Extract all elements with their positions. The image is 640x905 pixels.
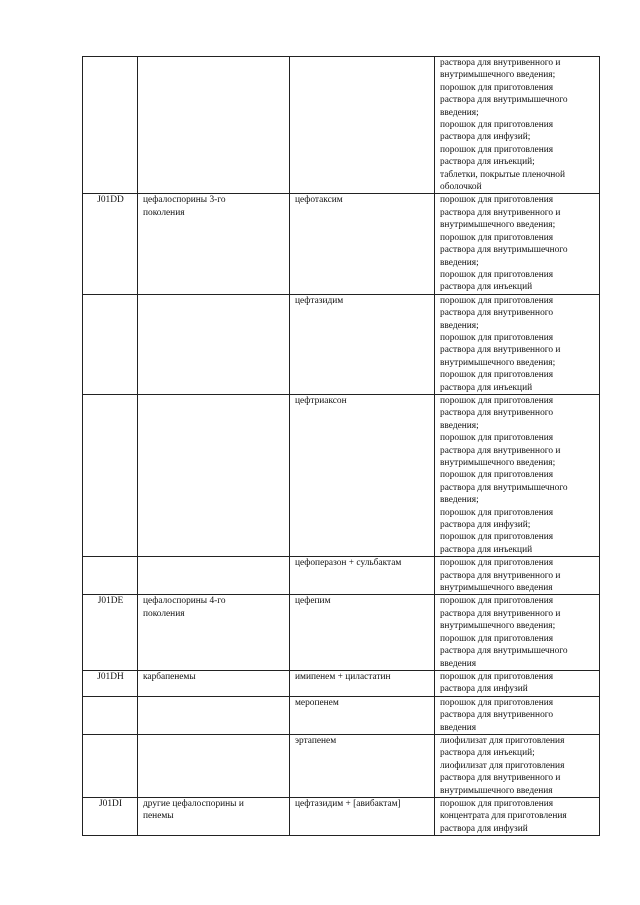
dosage-form-line: порошок для приготовления [440,433,554,444]
dosage-form-line: раствора для внутривенного и [440,608,561,619]
dosage-form-line: введения; [440,257,479,268]
dosage-form-line: раствора для внутримышечного [440,482,568,493]
table-row [83,797,600,835]
group-line: цефалоспорины 4-го [143,596,226,607]
group-line: поколения [143,207,185,218]
dosage-form-line: введения; [440,107,479,118]
dosage-form-line: порошок для приготовления [440,195,554,206]
dosage-form-line: таблетки, покрытые пленочной [440,169,566,180]
pharmacological-group-cell [138,57,290,194]
drug-name-cell: цефотаксим [290,194,435,294]
dosage-form-line: внутримышечного введения [440,583,553,594]
dosage-forms-cell [435,57,600,194]
dosage-forms-cell [435,394,600,556]
dosage-form-line: порошок для приготовления [440,671,554,682]
dosage-form-line: раствора для инфузий [440,684,528,695]
dosage-forms-cell [435,696,600,734]
dosage-forms-cell [435,557,600,595]
dosage-form-line: раствора для внутримышечного [440,646,568,657]
dosage-forms-cell [435,734,600,797]
drug-name-cell: цефтазидим + [авибактам] [290,797,435,835]
dosage-forms-cell [435,670,600,696]
dosage-forms-cell [435,294,600,394]
atc-code-cell [83,394,138,556]
atc-code-cell [83,57,138,194]
drug-name-cell: цефоперазон + сульбактам [290,557,435,595]
drug-name-cell: цефтриаксон [290,394,435,556]
pharmacological-group-cell [138,734,290,797]
group-line: карбапенемы [143,671,196,682]
atc-code-cell: J01DH [83,670,138,696]
table-row [83,557,600,595]
pharmacological-group-cell [138,797,290,835]
atc-code-cell [83,696,138,734]
drug-name-cell: меропенем [290,696,435,734]
dosage-form-line: порошок для приготовления [440,144,554,155]
table-row [83,670,600,696]
pharmacological-group-cell [138,696,290,734]
dosage-form-line: порошок для приготовления [440,532,554,543]
drug-name-cell: цефтазидим [290,294,435,394]
dosage-form-line: раствора для инъекций [440,282,533,293]
drug-table [82,56,600,836]
dosage-form-line: раствора для инъекций [440,544,533,555]
dosage-form-line: порошок для приготовления [440,232,554,243]
drug-table-body [83,57,600,836]
dosage-form-line: раствора для внутривенного и [440,207,561,218]
dosage-form-line: порошок для приготовления [440,395,554,406]
atc-code-cell [83,557,138,595]
dosage-form-line: введения; [440,495,479,506]
dosage-form-line: внутримышечного введения; [440,357,556,368]
group-line: другие цефалоспорины и [143,798,244,809]
pharmacological-group-cell [138,557,290,595]
dosage-form-line: порошок для приготовления [440,798,554,809]
dosage-form-line: внутримышечного введения; [440,458,556,468]
drug-name-cell: имипенем + циластатин [290,670,435,696]
dosage-form-line: порошок для приготовления [440,697,554,708]
dosage-form-line: раствора для инъекций; [440,748,535,759]
table-row [83,696,600,734]
dosage-form-line: лиофилизат для приготовления [440,735,565,746]
dosage-forms-cell [435,595,600,670]
pharmacological-group-cell [138,394,290,556]
dosage-form-line: раствора для внутримышечного [440,245,568,256]
dosage-form-line: внутримышечного введения; [440,70,556,81]
dosage-form-line: порошок для приготовления [440,295,554,306]
dosage-form-line: раствора для инфузий; [440,132,531,143]
dosage-form-line: порошок для приготовления [440,332,554,343]
pharmacological-group-cell [138,294,290,394]
dosage-form-line: введения [440,658,477,669]
table-row [83,394,600,556]
dosage-form-line: раствора для внутривенного и [440,570,561,581]
table-row [83,734,600,797]
dosage-form-line: раствора для внутривенного [440,710,554,721]
pharmacological-group-cell [138,194,290,294]
dosage-form-line: порошок для приготовления [440,269,554,280]
dosage-form-line: введения; [440,420,479,431]
table-row [83,294,600,394]
atc-code-cell [83,734,138,797]
dosage-forms-cell [435,797,600,835]
dosage-form-line: раствора для инфузий; [440,520,531,531]
dosage-form-line: раствора для внутривенного и [440,445,561,456]
dosage-form-line: порошок для приготовления [440,507,554,518]
dosage-form-line: раствора для внутривенного и [440,58,561,68]
dosage-form-line: порошок для приготовления [440,558,554,569]
dosage-form-line: раствора для внутривенного и [440,345,561,356]
drug-name-cell: эртапенем [290,734,435,797]
dosage-form-line: внутримышечного введения; [440,621,556,632]
dosage-form-line: внутримышечного введения [440,785,553,796]
group-line: цефалоспорины 3-го [143,195,226,206]
dosage-form-line: раствора для внутривенного и [440,773,561,784]
dosage-form-line: раствора для инъекций [440,382,533,393]
dosage-form-line: концентрата для приготовления [440,811,567,822]
dosage-form-line: раствора для инъекций; [440,157,535,168]
group-line: поколения [143,608,185,619]
dosage-form-line: порошок для приготовления [440,470,554,481]
atc-code-cell: J01DE [83,595,138,670]
dosage-form-line: раствора для инфузий [440,823,528,834]
dosage-form-line: оболочкой [440,182,482,193]
drug-name-cell: цефепим [290,595,435,670]
table-row [83,194,600,294]
dosage-form-line: порошок для приготовления [440,633,554,644]
dosage-form-line: раствора для внутривенного [440,308,554,319]
dosage-form-line: порошок для приготовления [440,370,554,381]
dosage-form-line: внутримышечного введения; [440,220,556,231]
drug-name-cell [290,57,435,194]
dosage-form-line: лиофилизат для приготовления [440,760,565,771]
dosage-forms-cell [435,194,600,294]
atc-code-cell: J01DI [83,797,138,835]
pharmacological-group-cell [138,670,290,696]
atc-code-cell [83,294,138,394]
dosage-form-line: порошок для приготовления [440,120,554,131]
dosage-form-line: раствора для внутримышечного [440,95,568,106]
dosage-form-line: введения; [440,320,479,331]
dosage-form-line: введения [440,722,477,733]
table-row [83,595,600,670]
table-row [83,57,600,194]
pharmacological-group-cell [138,595,290,670]
dosage-form-line: порошок для приготовления [440,82,554,93]
atc-code-cell: J01DD [83,194,138,294]
group-line: пенемы [143,811,174,822]
dosage-form-line: порошок для приготовления [440,596,554,607]
dosage-form-line: раствора для внутривенного [440,408,554,419]
